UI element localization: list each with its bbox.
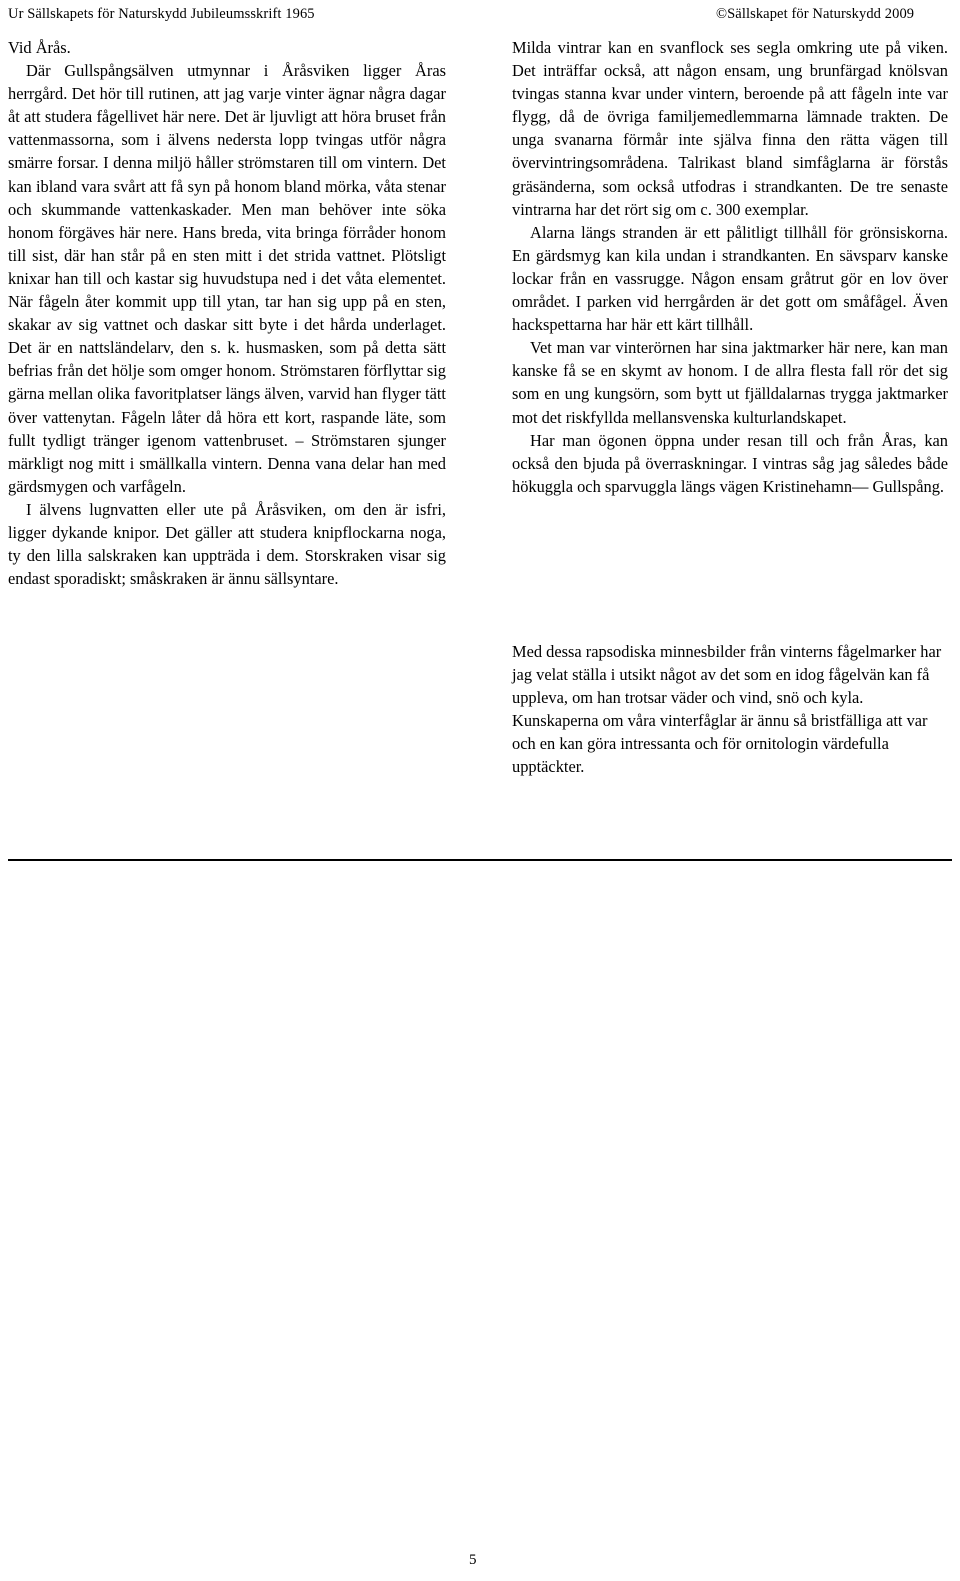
closing-paragraph: Med dessa rapsodiska minnesbilder från vinterns fågelmarker har jag velat ställa i utsikt något av det som en idog fågelvän kan få uppleva, om han trotsar väder och vind, snö och kyla. Kunskaperna om våra vinterfåglar är ännu så bristfälliga att var och en kan göra intressanta och för ornitologin värdefulla upptäckter. — [512, 642, 942, 777]
body-paragraph: Har man ögonen öppna under resan till och från Åras, kan också den bjuda på överraskningar. I vintras såg jag således både hökuggla och sparvuggla längs vägen Kristinehamn— Gullspång. — [512, 430, 948, 496]
body-paragraph: Där Gullspångsälven utmynnar i Åråsviken ligger Åras herrgård. Det hör till rutinen, att jag varje vinter ägnar några dagar åt att studera fågellivet här nere. Det är ljuvligt att höra bruset från vattenmassorna, som i älvens nedersta lopp tvingas utför några smärre forsar. I denna miljö håller strömstaren till om vintern. Det kan ibland vara svårt att få syn på honom bland mörka, våta stenar och skummande vattenkaskader. Men man behöver inte söka honom förgäves här nere. Hans breda, vita bringa förråder honom till sist, där han står på en sten mitt i det strida vattnet. Plötsligt knixar han till och kastar sig huvudstupa ned i det våta elementet. När fågeln åter kommit upp till ytan, tar han sig upp på en sten, skakar av sig vattnet och daskar sitt byte i det hårda underlaget. Det är en nattsländelarv, den s. k. husmasken, som på detta sätt befrias från det hölje som omger honom. Strömstaren förflyttar sig gärna mellan olika favoritplatser längs älven, varvid han flyger tätt över vattenytan. Fågeln låter då höra ett kort, raspande läte, som fullt tydligt tränger igenom vattenbruset. – Strömstaren sjunger märkligt nog mitt i smällkalla vintern. Denna vana delar han med gärdsmygen och varfågeln. — [8, 61, 446, 496]
body-paragraph: I älvens lugnvatten eller ute på Åråsviken, om den är isfri, ligger dykande knipor. Det gäller att studera knipflockarna noga, ty den lilla salskraken kan uppträda i dem. Storskraken visar sig endast sporadiskt; småskraken är ännu sällsyntare. — [8, 499, 446, 589]
body-paragraph: Milda vintrar kan en svanflock ses segla omkring ute på viken. Det inträffar också, att någon ensam, ung brunfärgad knölsvan tvingas stanna kvar under vintern, beroende på att fågeln inte var flygg, då de övriga familjemedlemmarna lämnade trakten. De unga svanarna förmår inte själva finna den rätta vägen till övervintringsområdena. Talrikast bland simfåglarna är förstås gräsänderna, som också utfodras i strandkanten. De tre senaste vintrarna har det rört sig om c. 300 exemplar. — [512, 38, 948, 219]
body-paragraph: Vet man var vinterörnen har sina jaktmarker här nere, kan man kanske få se en skymt av honom. I de allra flesta fall rör det sig som en ung kungsörn, som bytt ut fjälldalarnas trygga jaktmarker mot det riskfyllda mellansvenska kulturlandskapet. — [512, 338, 948, 427]
running-header-copyright: ©Sällskapet för Naturskydd 2009 — [716, 6, 915, 22]
body-paragraph: Alarna längs stranden är ett pålitligt tillhåll för grönsiskorna. En gärdsmyg kan kila undan i strandkanten. En sävsparv kanske lockar från en vassrugge. Någon ensam gråtrut gör en lov över området. I parken vid herrgården är det gott om småfågel. Även hackspettarna har här ett kärt tillhåll. — [512, 222, 948, 335]
right-column — [512, 36, 948, 498]
running-header-source: Ur Sällskapets för Naturskydd Jubileumsskrift 1965 — [8, 6, 315, 22]
footer-divider — [8, 859, 952, 861]
left-column — [8, 36, 446, 590]
page-number: 5 — [469, 1552, 477, 1568]
section-heading: Vid Årås. — [8, 38, 71, 57]
